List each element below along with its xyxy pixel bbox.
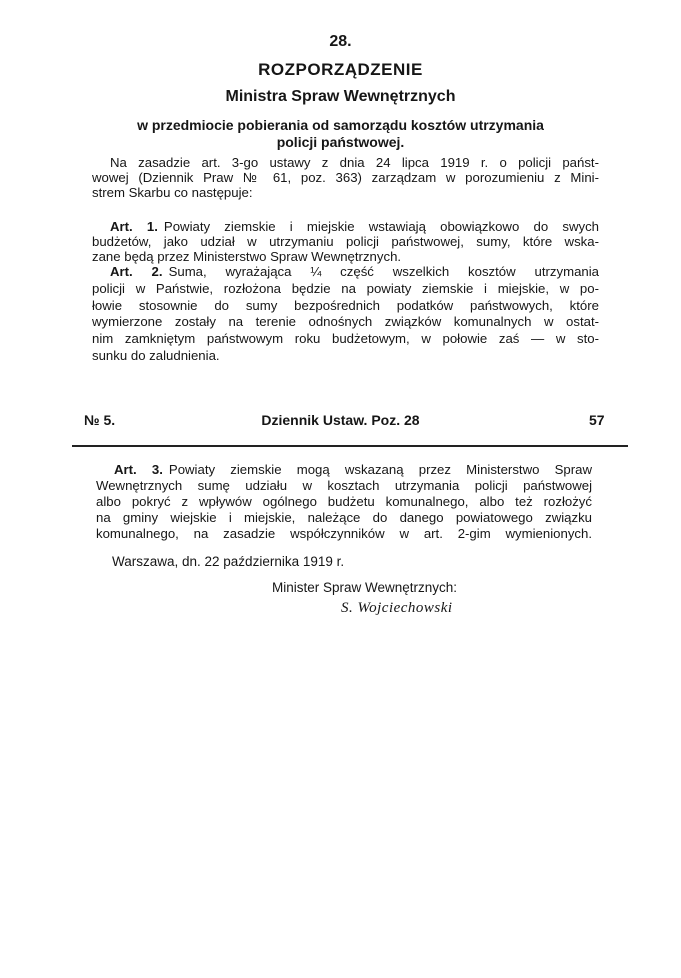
text-line: strem Skarbu co następuje: [92, 185, 253, 200]
text-line: komunalnego, na zasadzie współczynników w art. 2-gim wymienionych. [96, 526, 592, 541]
article-label: Art. 3. [114, 462, 163, 477]
article-3 [96, 462, 592, 542]
subject-line: w przedmiocie pobierania od samorządu kosztów utrzymania [137, 117, 544, 133]
text-line: sunku do zaludnienia. [92, 347, 220, 363]
text-line: na gminy wiejskie i miejskie, należące do danego powiatowego związku [96, 510, 592, 525]
text-line: albo pokryć z wpływów ogólnego budżetu komunalnego, albo też rozłożyć [96, 494, 592, 509]
running-header: Dziennik Ustaw. Poz. 28 [261, 412, 420, 428]
decree-number: 28. [329, 33, 352, 50]
text-line: Wewnętrznych sumę udziału w kosztach utrzymania policji państwowej [96, 478, 592, 493]
text-line: wowej (Dziennik Praw № 61, poz. 363) zarządzam w porozumieniu z Mini- [92, 170, 599, 185]
article-2 [92, 264, 599, 365]
text-line: Na zasadzie art. 3-go ustawy z dnia 24 lipca 1919 r. o policji państ- [110, 155, 599, 170]
article-1 [92, 219, 599, 264]
text: Powiaty ziemskie mogą wskazaną przez Ministerstwo Spraw [168, 462, 593, 477]
preamble [92, 155, 599, 200]
signatory-title: Minister Spraw Wewnętrznych: [272, 580, 458, 595]
text-line: zane będą przez Ministerstwo Spraw Wewnętrznych. [92, 249, 402, 264]
text-line: budżetów, jako udział w utrzymaniu policji państwowej, sumy, które wska- [92, 234, 599, 249]
signature: S. Wojciechowski [341, 600, 453, 616]
text-line [96, 462, 592, 478]
text-line: nim zamkniętym państwowym roku budżetowym, w połowie zaś — w sto- [92, 331, 599, 347]
issue-number: № 5. [84, 412, 116, 428]
decree-issuer: Ministra Spraw Wewnętrznych [225, 88, 456, 105]
decree-subject [0, 117, 681, 151]
page-number: 57 [589, 412, 605, 428]
article-label: Art. 2. [110, 264, 163, 279]
text-line: wymierzone zostały na terenie odnośnych związków komunalnych w ostat- [92, 314, 599, 330]
article-label: Art. 1. [110, 219, 158, 234]
decree-title: ROZPORZĄDZENIE [258, 60, 423, 79]
text-line [92, 219, 599, 234]
text-line: łowie stosownie do sumy bezpośrednich podatków państwowych, które [92, 297, 599, 313]
text-line: policji w Państwie, rozłożona będzie na powiaty ziemskie i miejskie, w po- [92, 280, 599, 296]
text: Powiaty ziemskie i miejskie wstawiają obowiązkowo do swych [163, 219, 600, 234]
text-line [92, 264, 599, 281]
header-rule [72, 445, 628, 447]
text: Suma, wyrażająca ¼ część wszelkich kosztów utrzymania [168, 264, 600, 279]
subject-line: policji państwowej. [276, 134, 405, 150]
place-date: Warszawa, dn. 22 października 1919 r. [112, 554, 345, 569]
